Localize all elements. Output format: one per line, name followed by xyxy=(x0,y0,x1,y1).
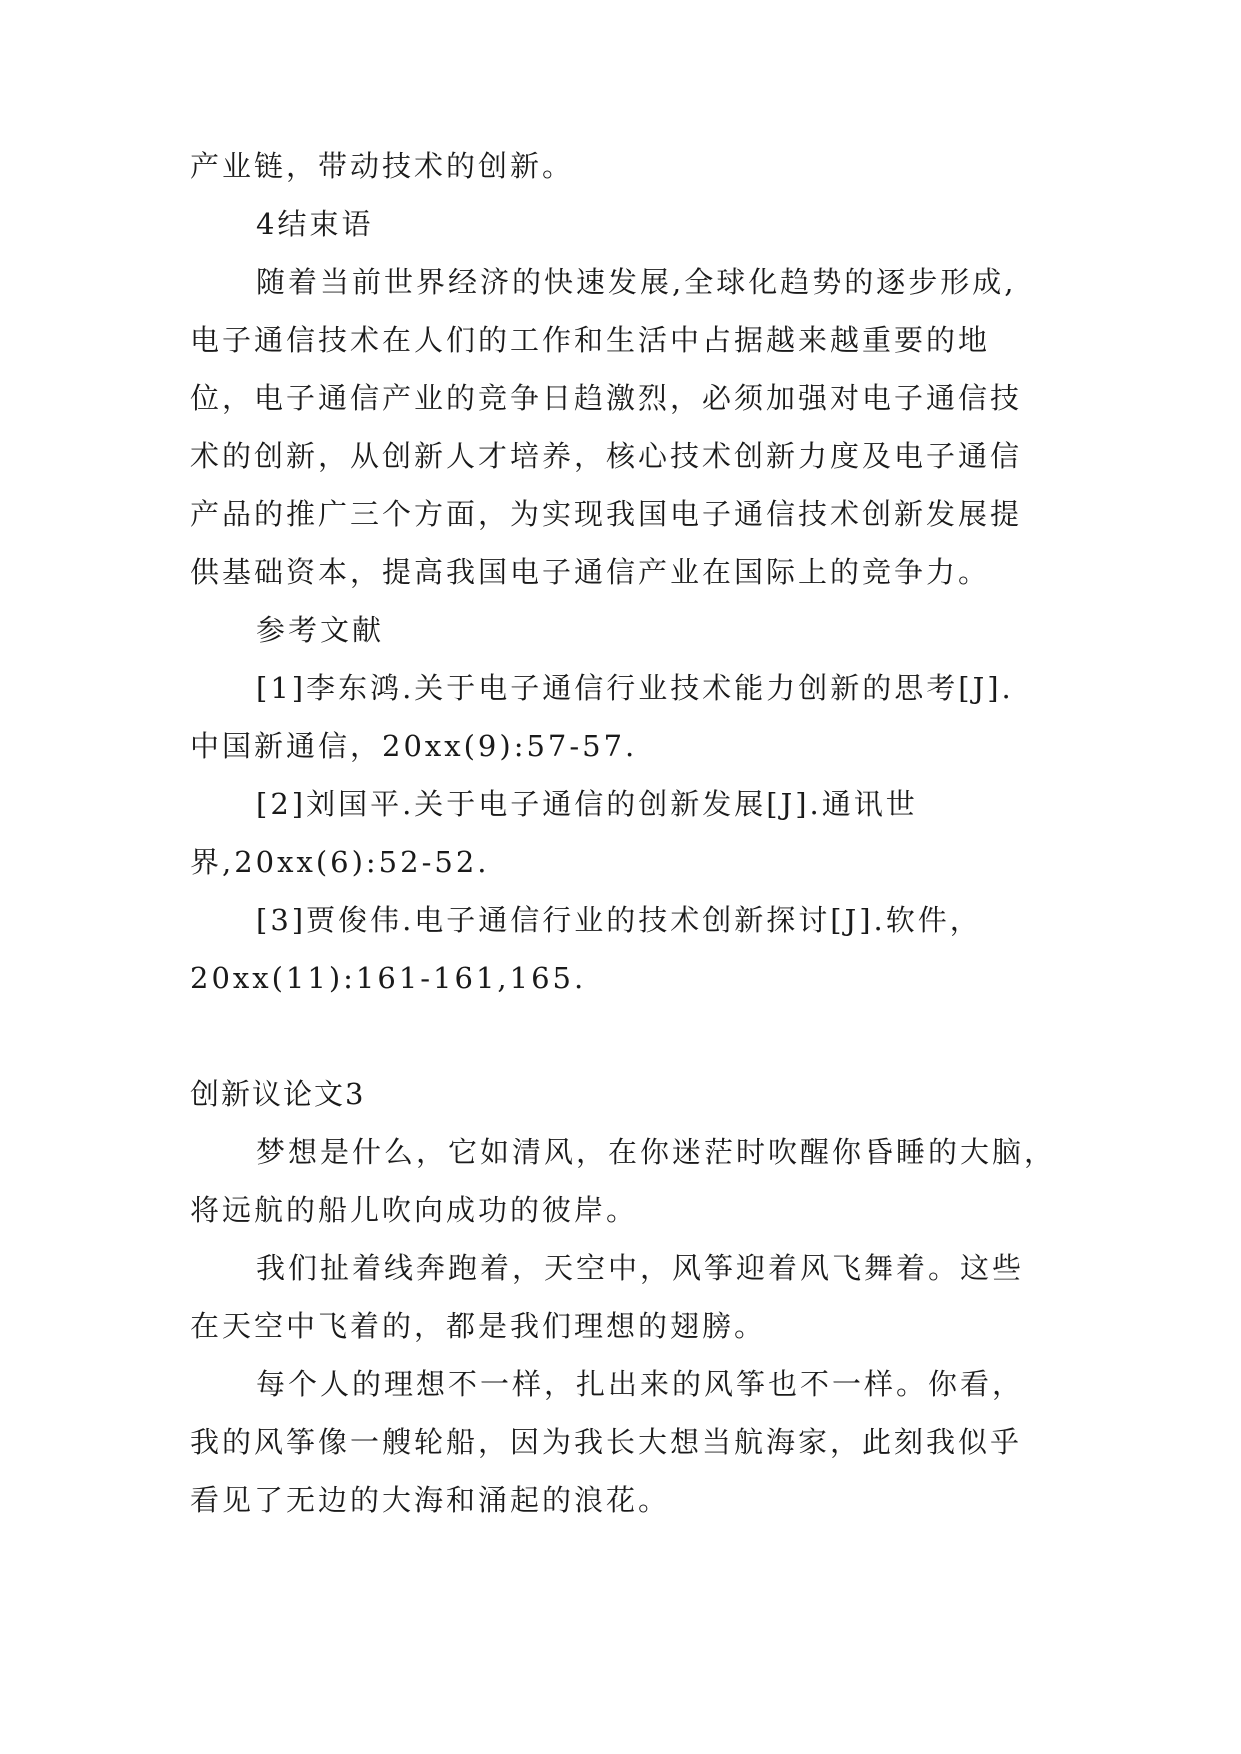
body-text-line: 术的创新，从创新人才培养，核心技术创新力度及电子通信 xyxy=(190,439,1023,473)
body-text-line: 梦想是什么，它如清风，在你迷茫时吹醒你昏睡的大脑， xyxy=(256,1135,1057,1169)
body-text-line: 产品的推广三个方面，为实现我国电子通信技术创新发展提 xyxy=(190,497,1023,531)
reference-line: [3]贾俊伟.电子通信行业的技术创新探讨[J].软件， xyxy=(256,903,982,937)
body-text-line: 看见了无边的大海和涌起的浪花。 xyxy=(190,1483,671,1517)
references-heading: 参考文献 xyxy=(256,613,385,647)
essay-title: 创新议论文3 xyxy=(190,1077,366,1111)
body-text-line: 将远航的船儿吹向成功的彼岸。 xyxy=(190,1193,639,1227)
body-text-line: 我们扯着线奔跑着，天空中，风筝迎着风飞舞着。这些 xyxy=(256,1251,1025,1285)
reference-line: [2]刘国平.关于电子通信的创新发展[J].通讯世 xyxy=(256,787,918,821)
body-text-line: 位，电子通信产业的竞争日趋激烈，必须加强对电子通信技 xyxy=(190,381,1023,415)
body-text-line: 供基础资本，提高我国电子通信产业在国际上的竞争力。 xyxy=(190,555,991,589)
body-text-line: 在天空中飞着的，都是我们理想的翅膀。 xyxy=(190,1309,767,1343)
body-text-line: 电子通信技术在人们的工作和生活中占据越来越重要的地 xyxy=(190,323,991,357)
body-text-line: 随着当前世界经济的快速发展,全球化趋势的逐步形成, xyxy=(256,265,1017,299)
body-text-line: 产业链，带动技术的创新。 xyxy=(190,149,575,183)
reference-line: 界,20xx(6):52-52. xyxy=(190,845,490,879)
reference-line: [1]李东鸿.关于电子通信行业技术能力创新的思考[J]. xyxy=(256,671,1014,705)
reference-line: 20xx(11):161-161,165. xyxy=(190,961,587,995)
body-text-line: 我的风筝像一艘轮船，因为我长大想当航海家，此刻我似乎 xyxy=(190,1425,1023,1459)
section-heading: 4结束语 xyxy=(256,207,374,241)
reference-line: 中国新通信，20xx(9):57-57. xyxy=(190,729,638,763)
body-text-line: 每个人的理想不一样，扎出来的风筝也不一样。你看， xyxy=(256,1367,1025,1401)
